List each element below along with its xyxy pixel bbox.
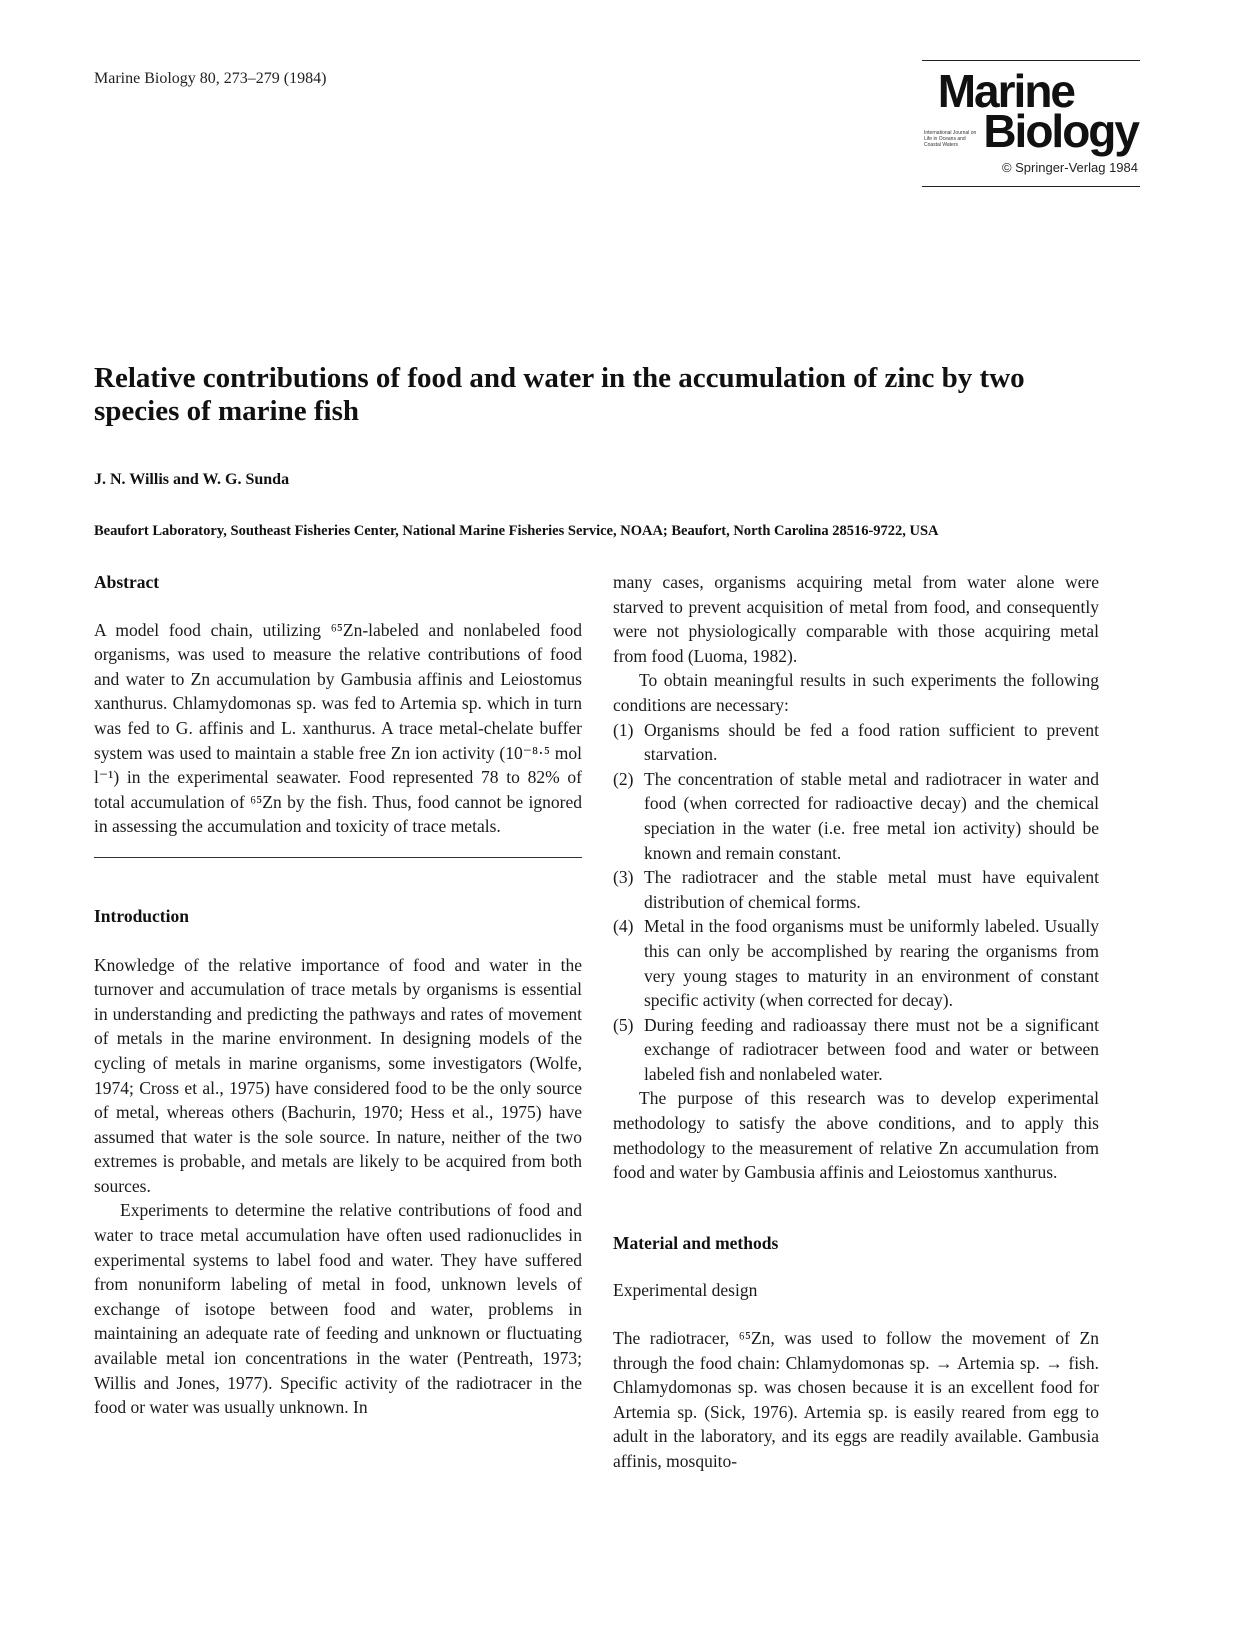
logo-tagline: International Journal on Life in Oceans and Coastal Waters xyxy=(924,130,977,148)
article-affiliation: Beaufort Laboratory, Southeast Fisheries Center, National Marine Fisheries Service, NOAA; Beaufort, North Carolina 28516-9722, USA xyxy=(94,523,939,539)
condition-number: (2) xyxy=(613,768,634,789)
article-authors: J. N. Willis and W. G. Sunda xyxy=(94,471,290,488)
methods-paragraph-1: The radiotracer, ⁶⁵Zn, was used to follow the movement of Zn through the food chain: Chlamydomonas sp. → Artemia sp. → fish. Chlamydomonas sp. was chosen because it is an excellent food for Artemia sp. (Sick, 1976). Artemia sp. is easily reared from egg to adult in the laboratory, and its eggs are readily available. Gambusia affinis, mosquito- xyxy=(613,1328,1099,1471)
left-column xyxy=(94,570,582,1420)
right-column xyxy=(613,570,1099,1474)
methods-subheading: Experimental design xyxy=(613,1280,758,1301)
condition-number: (1) xyxy=(613,719,634,740)
logo-word-biology: Biology xyxy=(983,105,1138,157)
intro-paragraph-1: Knowledge of the relative importance of food and water in the turnover and accumulation of trace metals by organisms is essential in understanding and predicting the pathways and rates of movement of metals in the marine environment. In designing models of the cycling of metals in marine organisms, some investigators (Wolfe, 1974; Cross et al., 1975) have considered food to be the only source of metal, whereas others (Bachurin, 1970; Hess et al., 1975) have assumed that water is the sole source. In nature, neither of the two extremes is probable, and metals are likely to be acquired from both sources. xyxy=(94,954,582,1196)
intro-paragraph-4: The purpose of this research was to develop experimental methodology to satisfy the above conditions, and to apply this methodology to the measurement of relative Zn accumulation from food and water by Gambusia affinis and Leiostomus xanthurus. xyxy=(613,1088,1099,1183)
conditions-list xyxy=(613,718,1099,1087)
logo-word-marine: Marine xyxy=(937,65,1074,117)
intro-paragraph-2: Experiments to determine the relative contributions of food and water to trace metal accumulation have often used radionuclides in experimental systems to label food and water. They have suffered from nonuniform labeling of metal in food, unknown levels of exchange of isotope between food and water, problems in maintaining an adequate rate of feeding and unknown or fluctuating available metal ion concentrations in the water (Pentreath, 1973; Willis and Jones, 1977). Specific activity of the radiotracer in the food or water was usually unknown. In xyxy=(94,1200,582,1418)
list-item xyxy=(613,718,1099,767)
logo-bottom-rule xyxy=(922,186,1140,187)
abstract-heading: Abstract xyxy=(94,572,160,592)
condition-text: During feeding and radioassay there must not be a significant exchange of radiotracer between food and water or between labeled fish and nonlabeled water. xyxy=(644,1014,1099,1084)
condition-number: (3) xyxy=(613,867,634,888)
logo-copyright: © Springer-Verlag 1984 xyxy=(1001,160,1138,175)
introduction-heading: Introduction xyxy=(94,905,189,926)
condition-text: Metal in the food organisms must be uniformly labeled. Usually this can only be accomplished by rearing the organisms from very young stages to maturity in an environment of constant specific activity (when corrected for decay). xyxy=(644,916,1099,1011)
list-item xyxy=(613,1013,1099,1087)
list-item xyxy=(613,865,1099,914)
condition-text: The concentration of stable metal and radiotracer in water and food (when corrected for radioactive decay) and the chemical speciation in the water (i.e. free metal ion activity) should be known and remain constant. xyxy=(644,768,1099,863)
journal-logo xyxy=(922,60,1140,188)
intro-paragraph-2-continued: many cases, organisms acquiring metal from water alone were starved to prevent acquisition of metal from food, and consequently were not physiologically comparable with those acquiring metal from food (Luoma, 1982). xyxy=(613,572,1099,666)
article-title: Relative contributions of food and water in the accumulation of zinc by two species of marine fish xyxy=(94,362,1025,427)
abstract-text: A model food chain, utilizing ⁶⁵Zn-labeled and nonlabeled food organisms, was used to measure the relative contributions of food and water to Zn accumulation by Gambusia affinis and Leiostomus xanthurus. Chlamydomonas sp. was fed to Artemia sp. which in turn was fed to G. affinis and L. xanthurus. A trace metal-chelate buffer system was used to maintain a stable free Zn ion activity (10⁻⁸·⁵ mol l⁻¹) in the experimental seawater. Food represented 78 to 82% of total accumulation of ⁶⁵Zn by the fish. Thus, food cannot be ignored in assessing the accumulation and toxicity of trace metals. xyxy=(94,619,582,837)
condition-text: Organisms should be fed a food ration sufficient to prevent starvation. xyxy=(644,719,1099,765)
condition-number: (5) xyxy=(613,1014,634,1035)
logo-top-rule xyxy=(922,60,1140,61)
condition-number: (4) xyxy=(613,916,634,937)
journal-citation: Marine Biology 80, 273–279 (1984) xyxy=(94,70,327,87)
intro-paragraph-3: To obtain meaningful results in such experiments the following conditions are necessary: xyxy=(613,670,1099,715)
methods-heading: Material and methods xyxy=(613,1232,779,1253)
condition-text: The radiotracer and the stable metal must have equivalent distribution of chemical forms. xyxy=(644,867,1099,912)
list-item xyxy=(613,767,1099,865)
list-item xyxy=(613,914,1099,1012)
